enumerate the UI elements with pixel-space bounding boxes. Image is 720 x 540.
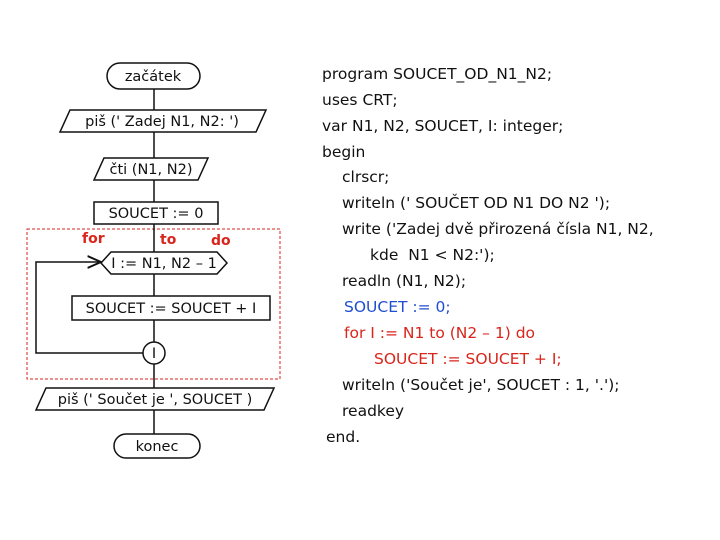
connector-label: I xyxy=(151,346,157,362)
code-line-program: program SOUCET_OD_N1_N2; xyxy=(322,65,553,83)
body-label: SOUCET := SOUCET + I xyxy=(85,301,257,317)
code-line-writeln-result: writeln ('Součet je', SOUCET : 1, '.'); xyxy=(342,376,620,394)
code-line-clrscr: clrscr; xyxy=(342,168,390,186)
code-line-var: var N1, N2, SOUCET, I: integer; xyxy=(322,117,564,135)
code-line-uses: uses CRT; xyxy=(322,91,398,109)
output-prompt-label: piš (' Zadej N1, N2: ') xyxy=(85,114,239,130)
code-line-write-prompt: write ('Zadej dvě přirozená čísla N1, N2, xyxy=(342,220,654,238)
label-for: for xyxy=(82,231,105,247)
input-label: čti (N1, N2) xyxy=(109,162,193,178)
code-line-write-prompt-cont: kde N1 < N2:'); xyxy=(370,246,495,264)
code-line-begin: begin xyxy=(322,143,366,161)
code-line-writeln-title: writeln (' SOUČET OD N1 DO N2 '); xyxy=(342,194,611,212)
code-line-for: for I := N1 to (N2 – 1) do xyxy=(344,324,536,342)
label-do: do xyxy=(211,233,231,249)
code-line-sum: SOUCET := SOUCET + I; xyxy=(374,350,562,368)
loop-label: I := N1, N2 – 1 xyxy=(111,256,217,272)
code-line-init: SOUCET := 0; xyxy=(344,298,451,316)
code-line-end: end. xyxy=(326,428,361,446)
start-label: začátek xyxy=(124,69,182,85)
end-label: konec xyxy=(135,439,179,455)
init-label: SOUCET := 0 xyxy=(108,206,204,222)
output-result-label: piš (' Součet je ', SOUCET ) xyxy=(57,392,253,408)
label-to: to xyxy=(160,232,177,248)
code-line-readkey: readkey xyxy=(342,402,405,420)
code-line-readln: readln (N1, N2); xyxy=(342,272,467,290)
